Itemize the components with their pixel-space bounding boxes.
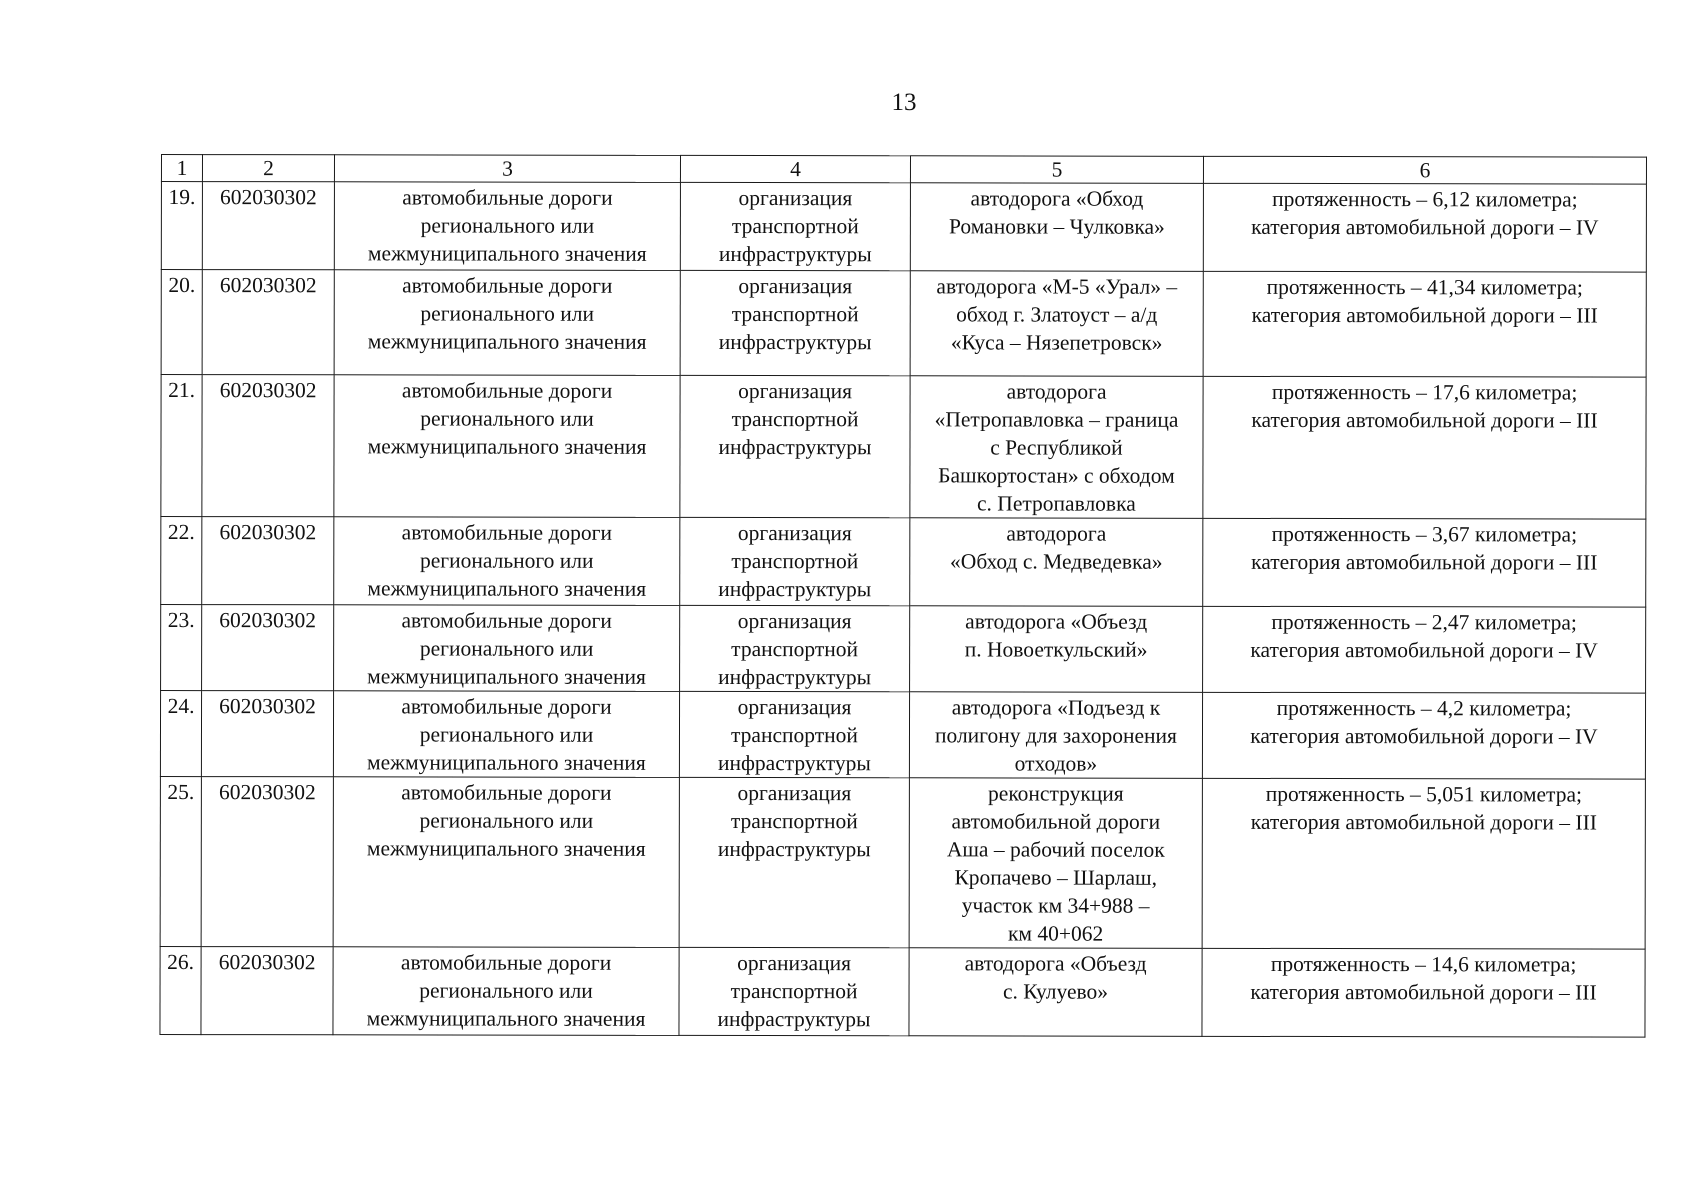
row-number-cell: 22. (161, 517, 202, 605)
code-cell: 602030302 (201, 691, 333, 777)
code-cell: 602030302 (202, 517, 334, 605)
cell-text-line: организация (738, 186, 853, 211)
code-cell: 602030302 (202, 270, 334, 375)
object-type-cell (333, 777, 679, 948)
specification-cell (1203, 518, 1646, 607)
cell-text-line: категория автомобильной дороги – III (1250, 809, 1597, 835)
cell-text-line: протяженность – 17,6 километра; (1271, 379, 1578, 405)
row-number-cell: 20. (161, 270, 202, 375)
cell-text-line: полигону для захоронения (934, 723, 1177, 748)
cell-text-line: обход г. Златоуст – а/д (956, 302, 1158, 327)
cell-text-line: автодорога «Объезд (965, 609, 1148, 634)
table-body (160, 155, 1647, 1038)
cell-text-line: регионального или (419, 722, 594, 747)
cell-text-line: организация (737, 609, 852, 634)
cell-text-line: инфраструктуры (718, 576, 872, 602)
cell-text-line: регионального или (419, 548, 594, 573)
specification-cell (1202, 948, 1645, 1037)
table-row (160, 776, 1645, 949)
cell-text-line: протяженность – 4,2 километра; (1276, 695, 1572, 721)
cell-text-line: Романовки – Чулковка» (948, 214, 1165, 239)
cell-text-line: регионального или (419, 978, 593, 1003)
cell-text-line: межмуниципального значения (366, 836, 646, 861)
cell-text-line: Башкортостан» с обходом (938, 463, 1175, 488)
cell-text-line: «Куса – Нязепетровск» (950, 330, 1163, 355)
cell-text-line: транспортной (730, 978, 858, 1004)
cell-text-line: категория автомобильной дороги – IV (1250, 637, 1598, 663)
cell-text-line: транспортной (730, 808, 858, 834)
cell-text-line: автомобильные дороги (401, 378, 613, 403)
cell-text-line: автодорога «Обход (970, 186, 1144, 211)
cell-text-line: протяженность – 6,12 километра; (1272, 186, 1578, 212)
code-cell: 602030302 (202, 182, 334, 270)
cell-text-line: км 40+062 (1007, 921, 1104, 946)
cell-text-line: Аша – рабочий поселок (946, 837, 1165, 862)
object-name-cell (910, 271, 1203, 377)
column-number-header: 4 (680, 155, 910, 182)
cell-text-line: реконструкция (988, 781, 1124, 806)
cell-text-line: транспортной (731, 636, 859, 662)
specification-cell (1203, 183, 1646, 272)
column-number-header: 2 (202, 155, 334, 182)
cell-text-line: с. Петропавловка (976, 491, 1136, 516)
cell-text-line: протяженность – 2,47 километра; (1271, 609, 1577, 635)
cell-text-line: автомобильные дороги (401, 694, 612, 719)
cell-text-line: организация (737, 781, 852, 806)
specification-cell (1202, 778, 1645, 949)
cell-text-line: инфраструктуры (718, 241, 872, 267)
cell-text-line: инфраструктуры (717, 836, 871, 862)
cell-text-line: автомобильные дороги (402, 185, 613, 210)
cell-text-line: межмуниципального значения (367, 750, 646, 775)
object-type-cell (334, 182, 680, 271)
cell-text-line: автомобильные дороги (401, 780, 612, 805)
cell-text-line: межмуниципального значения (366, 1006, 646, 1031)
cell-text-line: организация (737, 951, 852, 976)
cell-text-line: протяженность – 41,34 километра; (1266, 274, 1583, 300)
purpose-cell (679, 691, 909, 777)
cell-text-line: с Республикой (990, 435, 1123, 460)
cell-text-line: инфраструктуры (718, 434, 872, 460)
page-number: 13 (891, 89, 917, 116)
purpose-cell (680, 182, 910, 270)
purpose-cell (680, 375, 910, 517)
row-number-cell: 23. (161, 605, 202, 691)
object-name-cell (910, 183, 1203, 272)
specification-cell (1203, 606, 1646, 693)
cell-text-line: автодорога «Подъезд к (951, 695, 1161, 720)
cell-text-line: транспортной (731, 213, 859, 239)
object-name-cell (909, 948, 1202, 1037)
cell-text-line: автодорога (1006, 521, 1107, 546)
table-row (161, 605, 1646, 694)
column-number-header: 3 (334, 155, 680, 183)
cell-text-line: инфраструктуры (717, 1006, 871, 1032)
cell-text-line: категория автомобильной дороги – III (1251, 407, 1598, 433)
cell-text-line: протяженность – 3,67 километра; (1271, 521, 1578, 547)
cell-text-line: транспортной (731, 406, 859, 432)
object-name-cell (910, 606, 1203, 693)
cell-text-line: категория автомобильной дороги – III (1251, 302, 1598, 328)
specification-cell (1203, 271, 1646, 377)
column-number-header: 1 (161, 155, 202, 182)
object-type-cell (334, 517, 680, 606)
purpose-cell (680, 270, 910, 375)
column-number-header: 6 (1203, 156, 1646, 184)
cell-text-line: «Обход с. Медведевка» (950, 549, 1163, 574)
object-name-cell (909, 778, 1202, 949)
table-row (161, 517, 1646, 608)
code-cell: 602030302 (202, 375, 334, 517)
cell-text-line: организация (738, 379, 853, 404)
cell-text-line: регионального или (419, 808, 594, 833)
object-name-cell (910, 518, 1203, 607)
cell-text-line: инфраструктуры (718, 664, 872, 690)
purpose-cell (680, 605, 910, 691)
cell-text-line: инфраструктуры (717, 750, 871, 776)
cell-text-line: участок км 34+988 – (961, 893, 1150, 918)
code-cell: 602030302 (202, 605, 334, 691)
object-name-cell (909, 692, 1202, 779)
cell-text-line: транспортной (731, 548, 859, 574)
cell-text-line: транспортной (731, 301, 859, 327)
cell-text-line: категория автомобильной дороги – III (1251, 549, 1598, 575)
object-type-cell (333, 947, 679, 1036)
purpose-cell (679, 947, 909, 1035)
cell-text-line: межмуниципального значения (367, 241, 647, 266)
cell-text-line: межмуниципального значения (367, 664, 646, 689)
cell-text-line: категория автомобильной дороги – IV (1250, 723, 1598, 749)
cell-text-line: инфраструктуры (718, 329, 872, 355)
purpose-cell (679, 777, 909, 947)
cell-text-line: с. Кулуево» (1002, 979, 1109, 1004)
row-number-cell: 21. (161, 375, 202, 517)
row-number-cell: 25. (160, 776, 201, 946)
table-row (161, 270, 1646, 378)
object-type-cell (333, 691, 679, 778)
cell-text-line: автодорога «Объезд (964, 951, 1147, 976)
cell-text-line: автомобильные дороги (401, 608, 612, 633)
specification-cell (1203, 376, 1646, 519)
row-number-cell: 24. (160, 691, 201, 777)
column-number-header: 5 (910, 156, 1203, 184)
object-type-cell (334, 270, 680, 376)
object-name-cell (910, 376, 1203, 519)
object-type-cell (334, 605, 680, 692)
specification-cell (1202, 692, 1645, 779)
object-type-cell (334, 375, 680, 518)
cell-text-line: автодорога «М-5 «Урал» – (936, 274, 1178, 299)
cell-text-line: категория автомобильной дороги – IV (1251, 214, 1599, 240)
table-row (161, 375, 1646, 520)
cell-text-line: автомобильные дороги (402, 273, 613, 298)
cell-text-line: регионального или (419, 636, 594, 661)
cell-text-line: автомобильные дороги (400, 950, 612, 975)
purpose-cell (680, 517, 910, 605)
cell-text-line: отходов» (1014, 751, 1098, 776)
cell-text-line: организация (738, 274, 853, 299)
cell-text-line: протяженность – 5,051 километра; (1265, 781, 1583, 807)
cell-text-line: организация (737, 521, 852, 546)
cell-text-line: протяженность – 14,6 километра; (1270, 951, 1577, 977)
column-number-row (161, 155, 1646, 185)
cell-text-line: межмуниципального значения (367, 576, 647, 601)
cell-text-line: категория автомобильной дороги – III (1250, 979, 1597, 1005)
cell-text-line: регионального или (420, 213, 595, 238)
cell-text-line: п. Новоеткульский» (964, 637, 1148, 662)
table-row (160, 691, 1645, 780)
code-cell: 602030302 (201, 777, 333, 947)
cell-text-line: автодорога (1006, 379, 1107, 404)
row-number-cell: 26. (160, 946, 201, 1034)
row-number-cell: 19. (161, 182, 202, 270)
table-row (161, 182, 1646, 273)
cell-text-line: регионального или (420, 406, 594, 431)
road-objects-table (159, 154, 1647, 1038)
cell-text-line: автомобильной дороги (951, 809, 1161, 834)
cell-text-line: автомобильные дороги (401, 520, 613, 545)
cell-text-line: организация (737, 695, 852, 720)
cell-text-line: «Петропавловка – граница (934, 407, 1179, 432)
cell-text-line: межмуниципального значения (367, 434, 647, 459)
cell-text-line: регионального или (420, 301, 595, 326)
table-row (160, 946, 1645, 1037)
cell-text-line: Кропачево – Шарлаш, (954, 865, 1158, 890)
cell-text-line: транспортной (731, 722, 858, 748)
cell-text-line: межмуниципального значения (367, 329, 647, 354)
code-cell: 602030302 (201, 947, 333, 1035)
